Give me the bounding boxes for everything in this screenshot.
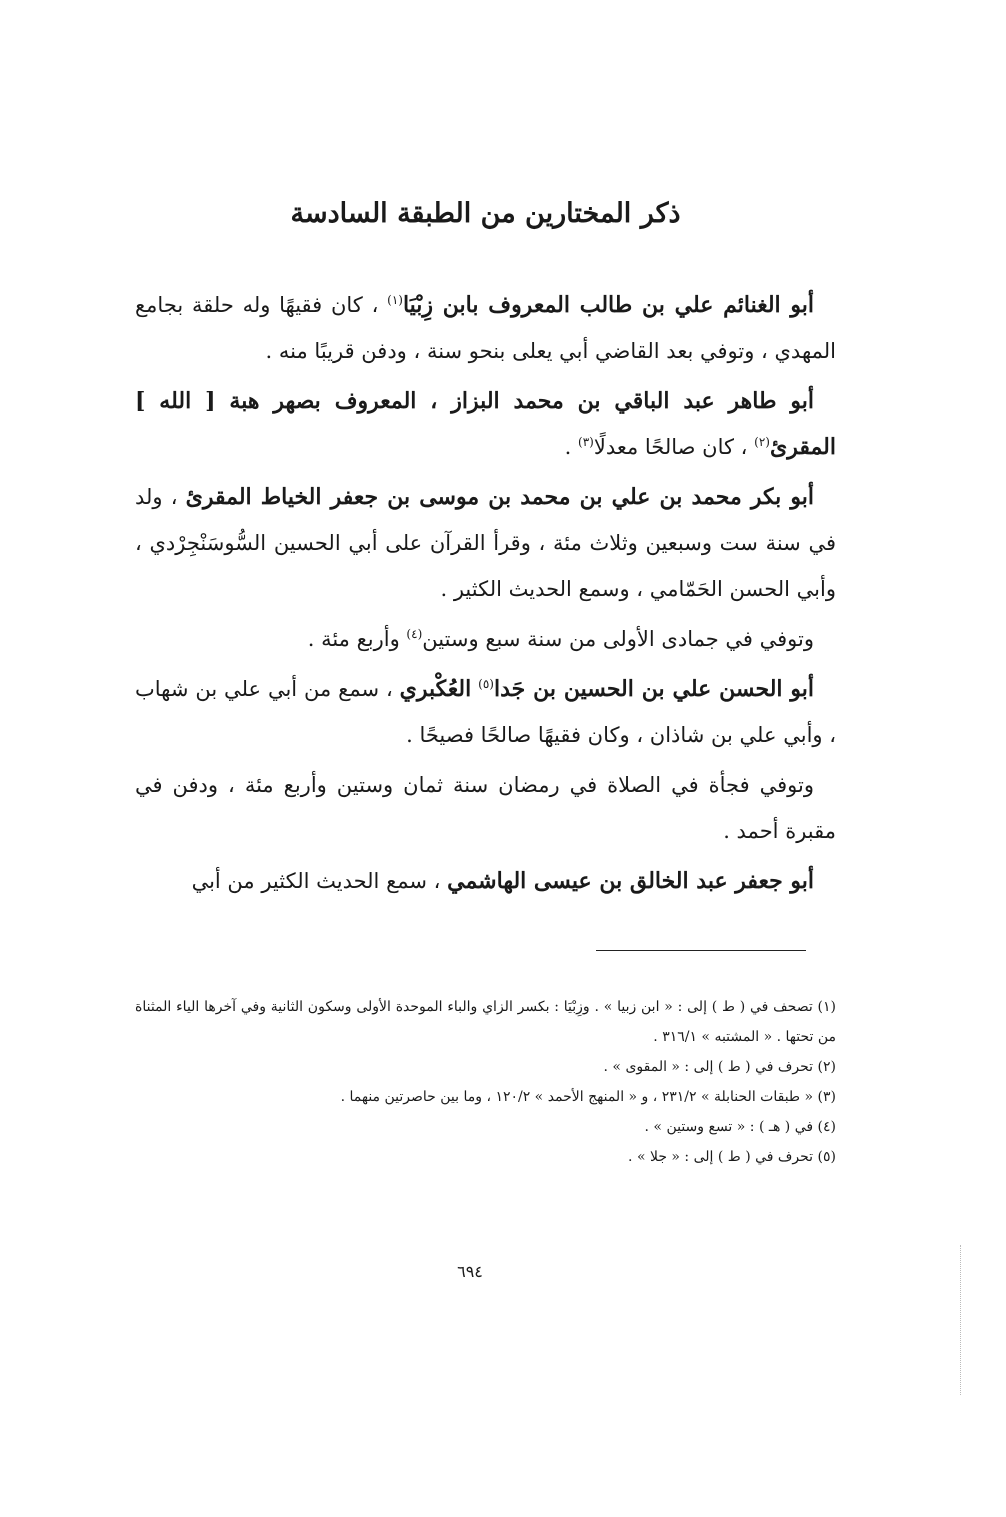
entry-text: ، سمع من أبي علي بن شهاب ، وأبي علي بن شاذان ، وكان فقيهًا صالحًا فصيحًا . bbox=[135, 677, 836, 747]
entry-text: ، ولد في سنة ست وسبعين وثلاث مئة ، وقرأ القرآن على أبي الحسين السُّوسَنْجِرْدي ، وأبي الحسن الحَمّامي ، وسمع الحديث الكثير . bbox=[135, 485, 836, 601]
footnote-5: (٥) تحرف في ( ط ) إلى : « جلا » . bbox=[628, 1149, 836, 1165]
footnote-ref-4[interactable]: (٤) bbox=[406, 627, 423, 641]
entry-name: أبو الغنائم علي بن طالب المعروف بابن زِبْيَا bbox=[402, 292, 815, 318]
entry-text-end: . bbox=[564, 435, 572, 459]
entry-name: أبو جعفر عبد الخالق بن عيسى الهاشمي bbox=[447, 868, 814, 894]
page-title: ذكر المختارين من الطبقة السادسة bbox=[290, 198, 681, 229]
entry-text: ، سمع الحديث الكثير من أبي bbox=[191, 869, 441, 893]
entry-nisba: العُكْبري bbox=[399, 676, 472, 702]
main-text bbox=[135, 282, 836, 908]
footnotes bbox=[135, 992, 836, 1172]
entry-abu-al-hasan-death bbox=[135, 762, 836, 854]
entry-abu-jafar bbox=[135, 858, 836, 904]
entry-abu-tahir bbox=[135, 378, 836, 470]
entry-text: وتوفي في جمادى الأولى من سنة سبع وستين bbox=[422, 627, 814, 651]
entry-name: أبو الحسن علي بن الحسين بن جَدا bbox=[493, 676, 814, 702]
entry-text: وتوفي فجأة في الصلاة في رمضان سنة ثمان وستين وأربع مئة ، ودفن في مقبرة أحمد . bbox=[135, 773, 836, 843]
entry-text: ، كان صالحًا معدلًا bbox=[593, 435, 748, 459]
footnote-ref-5[interactable]: (٥) bbox=[478, 677, 494, 691]
entry-abu-al-ghanaim bbox=[135, 282, 836, 374]
entry-name: أبو طاهر عبد الباقي بن محمد البزاز ، المعروف بصهر هبة [ الله ] المقرئ bbox=[135, 388, 836, 460]
entry-text: ، كان فقيهًا وله حلقة بجامع المهدي ، وتوفي بعد القاضي أبي يعلى بنحو سنة ، ودفن قريبًا منه . bbox=[135, 293, 836, 363]
footnote-ref-3[interactable]: (٣) bbox=[578, 435, 594, 449]
page-number: ٦٩٤ bbox=[457, 1262, 483, 1281]
entry-abu-bakr-death bbox=[135, 616, 836, 662]
scan-edge-mark bbox=[960, 1245, 961, 1395]
footnote-2: (٢) تحرف في ( ط ) إلى : « المقوى » . bbox=[603, 1059, 836, 1075]
footnote-ref-2[interactable]: (٢) bbox=[754, 435, 770, 449]
footnote-4: (٤) في ( هـ ) : « تسع وستين » . bbox=[644, 1119, 836, 1135]
footnote-ref-1[interactable]: (١) bbox=[387, 293, 403, 307]
entry-name: أبو بكر محمد بن علي بن محمد بن موسى بن جعفر الخياط المقرئ bbox=[185, 484, 815, 510]
entry-abu-bakr bbox=[135, 474, 836, 612]
footnote-1: (١) تصحف في ( ط ) إلى : « ابن زبيا » . وزِبْيَا : بكسر الزاي والباء الموحدة الأولى وسكون الثانية وفي آخرها الياء المثناة من تحتها . « المشتبه » ٣١٦/١ . bbox=[135, 999, 836, 1045]
footnote-separator bbox=[596, 950, 806, 951]
footnote-3: (٣) « طبقات الحنابلة » ٢٣١/٢ ، و « المنهج الأحمد » ١٢٠/٢ ، وما بين حاصرتين منهما . bbox=[340, 1089, 836, 1105]
entry-text-end: وأربع مئة . bbox=[307, 627, 400, 651]
entry-abu-al-hasan bbox=[135, 666, 836, 758]
